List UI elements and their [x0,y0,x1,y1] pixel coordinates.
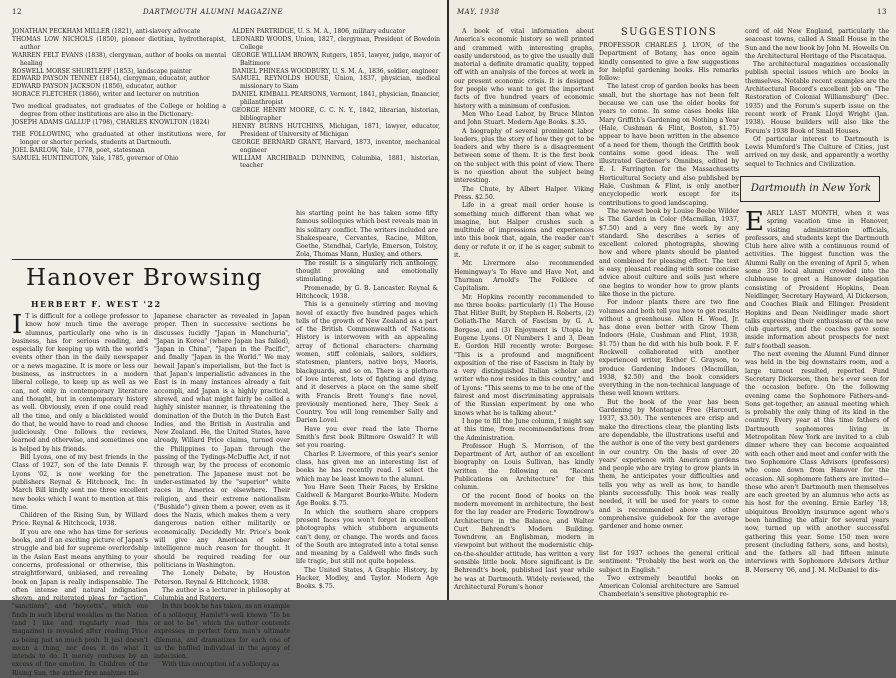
article-paragraph: A biography of several prominent labor leaders, plus the story of how they got to be leaders and why there is a disagreement between some of them. It is the first book on the subject with this point of view. There is no question about the subject being interesting. [454,127,594,185]
article-paragraph: Bill Lyons, one of my best friends in the Class of 1927, son of the late Dennis F. Lyons '02, is now working for the publishers Reynal & Hitchcock, Inc. In March Bill kindly sent me three excellent new books which I want to mention at this time. [12,454,148,511]
list-note: Two medical graduates, not graduates of the College or holding a degree from other institutions are also in the Dictionary: [12,103,226,119]
left-page-number: 12 [12,8,22,16]
article-paragraph: The author is a lecturer in philosophy at Columbia and Rutgers. [154,586,290,603]
article-paragraph: I T is difficult for a college professor to know how much time the average alumnus, particularly one who is in business, has for serious reading, and especially for keeping up with the world's events other than in the daily newspaper or a news magazine. It is more or less our business, as instructors in a modern liberal college, to keep up as well as we can, not only in contemporary literature and thought, but in contemporary history as well. Obviously, even if one could read all the time, and only a blacklisted would do that, he would have to read and choose judiciously. One follows the reviews, learned and otherwise, and sometimes one is helped by his friends. [12,310,148,453]
article-paragraph: Of the recent flood of books on the modern movement in architecture, the best for the lay reader are Frederic Towndrow's Architecture in the Balance, and Walter Curt Behrendt's Modern Building. Towndrow, an Englishman, modern in viewpoint but without the modernistic chip-on-the-shoulder attitude, has written a very sensible little book. More significant is Dr. Behrendt's book, published last year while he was at Dartmouth. Widely reviewed, the Architectural Forum's honor [454,492,594,591]
article-paragraph: The Chute, by Albert Halper. Viking Press. $2.50. [454,185,594,201]
article-column-c [296,210,438,599]
notable-entry: GEORGE WILLIAM BROWN, Rutgers, 1851, lawyer, judge, mayor of Baltimore [232,51,440,67]
suggestions-heading: SUGGESTIONS [620,27,718,38]
article-paragraph: The result is a singularly rich anthology, thought provoking and emotionally stimulating. [296,259,438,284]
notable-entry: LEONARD WOODS, Union, 1827, clergyman, President of Bowdoin College [232,35,440,51]
left-page [0,0,447,677]
notable-entry: ALDEN PARTRIDGE, U. S. M. A., 1806, military educator [232,28,406,35]
notable-entry: THOMAS LOW NICHOLS (1850), pioneer dietitian, hydrotherapist, author [12,35,226,51]
article-title: Hanover Browsing [26,265,263,291]
article-paragraph: In this book he has taken, as an example of a soliloquy, Hamlet's well known "To be or not to be", which the author contends expresses in perfect form man's ultimate dilemma, and dramatizes for each one of us the baffled individual in the agony of indecision. [154,603,290,661]
article-paragraph: his starting point he has taken some fifty famous soliloquies which best reveals man in his solitary conflict. The writers included are Shakespeare, Cervantes, Racine, Milton, Goethe, Stendhal, Carlyle, Emerson, Tolstoy, Zola, Thomas Mann, Huxley, and others. [296,210,438,259]
notables-list-col1 [12,28,226,228]
article-paragraph: Mr. Livermore also recommended Hemingway's To Have and Have Not, and Thurman Arnold's The Folklore of Capitalism. [454,260,594,293]
drop-cap: I [12,310,23,340]
article-paragraph: cord of old New England, particularly the seacoast towns, called A Small House in the Sun and the new book by John M. Howells On the Architectural Heritage of the Piscataqua. [745,28,889,60]
article-paragraph: The United States, A Graphic History, by Hacker, Modley, and Taylor. Modern Age Books. $.75. [296,566,438,591]
article-paragraph: If you are one who has time for serious books, and if an exciting picture of Japan's struggle and bid for supreme overlordship in the Asian East means anything to your concerns, professional or otherwise, this straightforward, unbiased, and revealing book on Japan is really indispensable. The often intense and natural indignation shown, and reiterated pleas for "action", "sanctions", and "boycotts", which one finds in such liberal weeklies as the Nation (and I like and regularly read this magazine) is revealed after reading Price as being just so much posh. It just doesn't mean a thing, nor does it do what it intends to do. It merely confuses by an excess of fine emotion. In Children of the Rising Sun, the author first analyzes the [12,528,148,677]
left-running-head: DARTMOUTH ALUMNI MAGAZINE [143,8,284,16]
new-york-paragraph: EARLY LAST MONTH, when it was spring vacation time in Hanover, visiting administration officials, professors, and students kept the Dartmouth Club here alive with a continuous round of activities. The biggest function was the Alumni Rally on the evening of April 5, when some 350 local alumni crowded into the clubhouse to greet a Hanover delegation consisting of President Hopkins, Dean Neidlinger, Secretary Hayward, Al Dickerson, and Coaches Blaik and Ellinger. President Hopkins and Dean Neidlinger made short talks expressing their enthusiasm of the new club quarters, and the coaches gave some inside information about prospects for next fall's football season. [745,207,889,350]
notable-entry: SAMUEL HUNTINGTON, Yale, 1785, governor of Ohio [12,154,179,162]
notable-entry: JONATHAN PECKHAM MILLER (1821), anti-slavery advocate [12,28,201,35]
notable-entry: DANIEL PHINEAS WOODBURY, U. S. M. A., 1836, soldier, engineer [232,67,439,75]
article-paragraph: Of particular interest to Dartmouth is Lewis Mumford's The Culture of Cities, just arrived on my desk, and apparently a worthy sequel to Technics and Civilization. [745,135,889,168]
suggestions-paragraph: Two extremely beautiful books on American Colonial architecture are Samuel Chamberlain's sensitive photographic re- [599,574,739,599]
dartmouth-in-new-york-column [745,207,890,599]
notable-entry: JOEL BARLOW, Yale, 1778, poet, statesman [12,146,145,154]
box-title: Dartmouth in New York [750,183,872,194]
article-paragraph: Life in a great mail order house is something much different than what we imagine, but Halper crushes such a multitude of impressions and experiences into this book that, again, the reader can't deny or refute it or, if he is eager, submit to it. [454,202,594,260]
article-paragraph: The architectural magazines occasionally publish special issues which are books in themselves. Notable recent examples are the Architectural Record's excellent job on "The Restoration of Colonial Williamsburg" (Dec. 1935) and the Forum's superb issue on the recent work of Frank Lloyd Wright (Jan. 1938). House builders will also like the Forum's 1938 Book of Small Houses. [745,61,889,135]
suggestions-paragraph: The newest book by Louise Beebe Wilder is The Garden in Color (Macmillan, 1937, $7.50) and a very fine work by any standard. She describes a series of excellent colored photographs, showing how and where plants should be planted and combined for pleasing effect. The text is easy, pleasant reading with some concise advice about culture and soils just where one begins to wonder how to grow plants like those in the picture. [599,207,739,298]
notable-entry: SAMUEL REYNOLDS HOUSE, Union, 1837, physician, medical missionary to Siam [232,75,440,91]
notable-entry: GEORGE BERNARD GRANT, Harvard, 1873, inventor, mechanical engineer [232,138,440,154]
suggestions-paragraph: For indoor plants there are two fine volumes and both tell you how to get results without a greenhouse. Allen H. Wood, Jr. has done even better with Grow Them Indoors (Hale, Cushman and Flint, 1938, $1.75) than he did with his bulb book. F. F. Rockwell collaborated with another experienced writer, Esther C. Grayson, to produce Gardening Indoors (Macmillan, 1938, $2.50) and the book considers everything in the non-technical language of these well known writers. [599,299,739,398]
article-paragraph: You Have Seen Their Faces, by Erskine Caldwell & Margaret Bourke-White. Modern Age Books. $.75. [296,483,438,508]
suggestions-paragraph: PROFESSOR CHARLES J. LYON, of the Department of Botany, has once again kindly consented to give a few suggestions for helpful gardening books. His remarks follow: [599,42,739,83]
notable-entry: WARREN FELT EVANS (1838), clergyman, author of books on mental healing [12,51,226,67]
article-paragraph: Men Who Lead Labor, by Bruce Minton and John Stuart. Modern Age Books. $.35. [454,110,594,127]
notable-entry: EDWARD PAYSON TENNEY (1854), clergyman, educator, author [12,75,210,83]
new-york-paragraph: The next evening the Alumni Fund dinner was held in the big downstairs room, and a large turnout resulted, reported Fund Secretary Dickerson, then he's ever seen for the occasion before. On the following evening came the Sophomore Fathers-and-Sons get-together, an annual meeting which is probably the only thing of its kind in the country. Every year at this time fathers of Dartmouth sophomores living in Metropolitan New York are invited to a club dinner where they can become acquainted with each other and meet and confer with the two Sophomore Class Advisors (professors) who come down from Hanover for the occasion. All sophomore fathers are invited—those who aren't Dartmouth men themselves are each greeted by an alumnus who acts as his host for the evening. Ernie Earley '18, ubiquitous Brooklyn insurance agent who's been handling the affair for several years now, turned up with another successful gathering this year. Some 150 men were present (including fathers, sons, and hosts), and the fathers all had fifteen minute interviews with Sophomore Advisors Arthur B. Merservy '06, and J. M. McDaniel to dis- [745,351,890,574]
notables-list-col2 [232,28,440,228]
suggestions-paragraph: list for 1937 echoes the general critical sentiment: "Probably the best work on the subject in English." [599,550,739,574]
notable-entry: EDWARD PAYSON JACKSON (1856), educator, author [12,83,177,91]
article-paragraph: A book of vital information about America's economic history so well printed and crammed with interesting graphs, easily understood, as to give the usually dull material a definite dramatic quality, topped off with an analysis of the forces at work in our present economic crisis. It is designed for people who want to get the important facts of five hundred years of economic history with a minimum of confusion. [454,28,594,110]
notable-entry: DANIEL KIMBALL PEARSONS, Vermont, 1841, physician, financier, philanthropist [232,91,440,107]
article-paragraph: This is a genuinely stirring and moving novel of exactly five hundred pages which tells of the growth of New Zealand as a part of the British Commonwealth of Nations. History is interwoven with an appealing array of fictional characters: charming women, stiff colonials, sailors, soldiers, statesmen, planters, native boys, Maoris, blackguards, and so on. There is a plethora of love interest, lots of fighting and dying, and it deserves a place on the same shelf with Francis Brett Young's fine novel, previously mentioned here, They Seek a Country. You will long remember Sally and Darien Lovel. [296,301,438,425]
right-running-head: MAY, 1938 [457,8,500,16]
article-paragraph: Children of the Rising Sun, by Willard Price. Reynal & Hitchcock, 1938. [12,512,148,528]
article-paragraph: I hope to fill the June column, I might say at this time, from recommendations from the Administration. [454,417,594,442]
list-note: THE FOLLOWING, who graduated at other institutions were, for longer or shorter periods, students at Dartmouth. [12,130,226,146]
notable-entry: ROSWELL MORSE SHURTLEFF (1853), landscape painter [12,67,192,75]
drop-cap: E [745,207,764,237]
article-paragraph: With this conception of a soliloquy as [162,661,280,669]
suggestions-column-bottom [599,550,739,599]
article-paragraph: Mr. Hopkins recently recommended to me three books: particularly (1) The House That Hitler Built, by Stephen H. Roberts, (2) Goliath-The March of Fascism by G. A. Borgese, and (3) Enjoyment is Utopia by Eugene Lyons. Of Numbers 1 and 3, Dean E. Gordon Hill recently wrote: Borgese: "This is a profound and magnificent exposition of the rise of Fascism in Italy by a very distinguished Italian scholar and writer who now resides in this country," and of Lyons: "This seems to me to be one of the fairest and most discriminating appraisals of the Russian experiment by one who knows what he is talking about." [454,293,594,417]
notable-entry: JOSEPH ADAMS GALLUP (1798), CHARLES KNOWLTON (1824) [12,118,210,126]
article-column-b [154,313,290,669]
notable-entry: HENRY BURNS HUTCHINS, Michigan, 1871, lawyer, educator, President of University of Michigan [232,122,440,138]
article-paragraph: Have you ever read the late Thorne Smith's first book Biltmore Oswald? It will set you roaring. [296,425,438,450]
notable-entry: WILLIAM ARCHIBALD DUNNING, Columbia, 1881, historian, teacher [232,154,440,170]
suggestions-paragraph: The latest crop of garden books has been small, but the shortage has not been felt because we can use the older books for years to come. In some cases books like Mary Griffith's Gardening on Nothing a Year (Hale, Cushman & Flint, Boston, $1.75) appear to have been written in the absence of a need for them, though the Griffith book contains some good ideas. The well illustrated Gardener's Omnibus, edited by E. I. Farrington for the Massachusetts Horticultural Society and also published by Hale, Cushman & Flint, is only another encyclopedic work except for its contributions to good landscaping. [599,83,739,207]
suggestions-paragraph: But the book of the year has been Gardening by Montague Free (Harcourt, 1937, $3.50). The sentences are crisp and make the directions clear, the planting lists are dependable, the illustrations useful and the author is one of the very best gardeners in our country. On the basis of over 20 years' experience with American gardens and people who are trying to grow plants in them, he anticipates your difficulties and tells you why as well as how, to handle plants successfully. This book was really needed, it will be used for years to come and is recommended above any other comprehensive guidebook for the average gardener and home owner. [599,398,739,531]
article-byline: HERBERT F. WEST '22 [31,299,162,309]
right-column-f-top [745,28,889,168]
notable-entry: HORACE FLETCHER (1866), writer and lecturer on nutrition [12,91,200,99]
dartmouth-in-new-york-box [740,176,880,202]
article-paragraph: The Lonely Debate, by Houston Peterson. Reynal & Hitchcock, 1938. [154,570,290,586]
right-column-d [454,28,594,599]
article-paragraph: Japanese character as revealed in Japan proper. Then in successive sections he discusses lucidly "Japan in Manchuria", "Japan in Korea" (where Japan has failed), "Japan in China", "Japan in the Pacific", and finally "Japan in the World." We may bewail Japan's imperialism, but the fact is that Japan's imperialistic advances in the East is in many instances already a fait accompli, and Japan is a highly practical, shrewd, and what might fairly be called a highly sinister manner, is threatening the domination of the Dutch in the Dutch East Indies, and the British in Australia and New Zealand. He, the United States, have already, Willard Price claims, turned over the Philippines to Japan through the passing of the Tydings-McDuffie Act, if not through war, by the process of economic penetration. The Japanese must not be under-estimated by the "superior" white races in America or elsewhere. Their religion, and their extreme nationalism ("Bushido") given them a power, even as it does the Nazis, which makes them a very dangerous nation either militarily or economically. Decidedly Mr. Price's book will give any American of sober intelligence much reason for thought. It should be required reading for our politicians in Washington. [154,313,290,569]
article-column-a [12,310,148,677]
suggestions-column [599,42,739,543]
article-paragraph: Charles P. Livermore, of this year's senior class, has given me an interesting list of books he has recently read. I select the which may be least known to the alumni. [296,450,438,483]
article-paragraph: Promenade, by G. B. Lancaster. Reynal & Hitchcock, 1938. [296,284,438,300]
right-page-number: 13 [877,8,887,16]
article-paragraph: Professor Hugh S. Morrison, of the Department of Art, author of an excellent biography on Louis Sullivan, has kindly written the following on "Recent Publications on Architecture" for this column. [454,442,594,492]
article-paragraph: In which the southern share croppers present faces you won't forget in excellent photographs which stubborn arguments can't deny, or change. The words and faces of the South are integrated into a total sense and meaning by a Caldwell who finds such life tragic, but still not quite hopeless. [296,508,438,566]
notable-entry: GEORGE HENRY MOORE, C. C. N. Y., 1842, librarian, historian, bibliographer [232,107,440,122]
